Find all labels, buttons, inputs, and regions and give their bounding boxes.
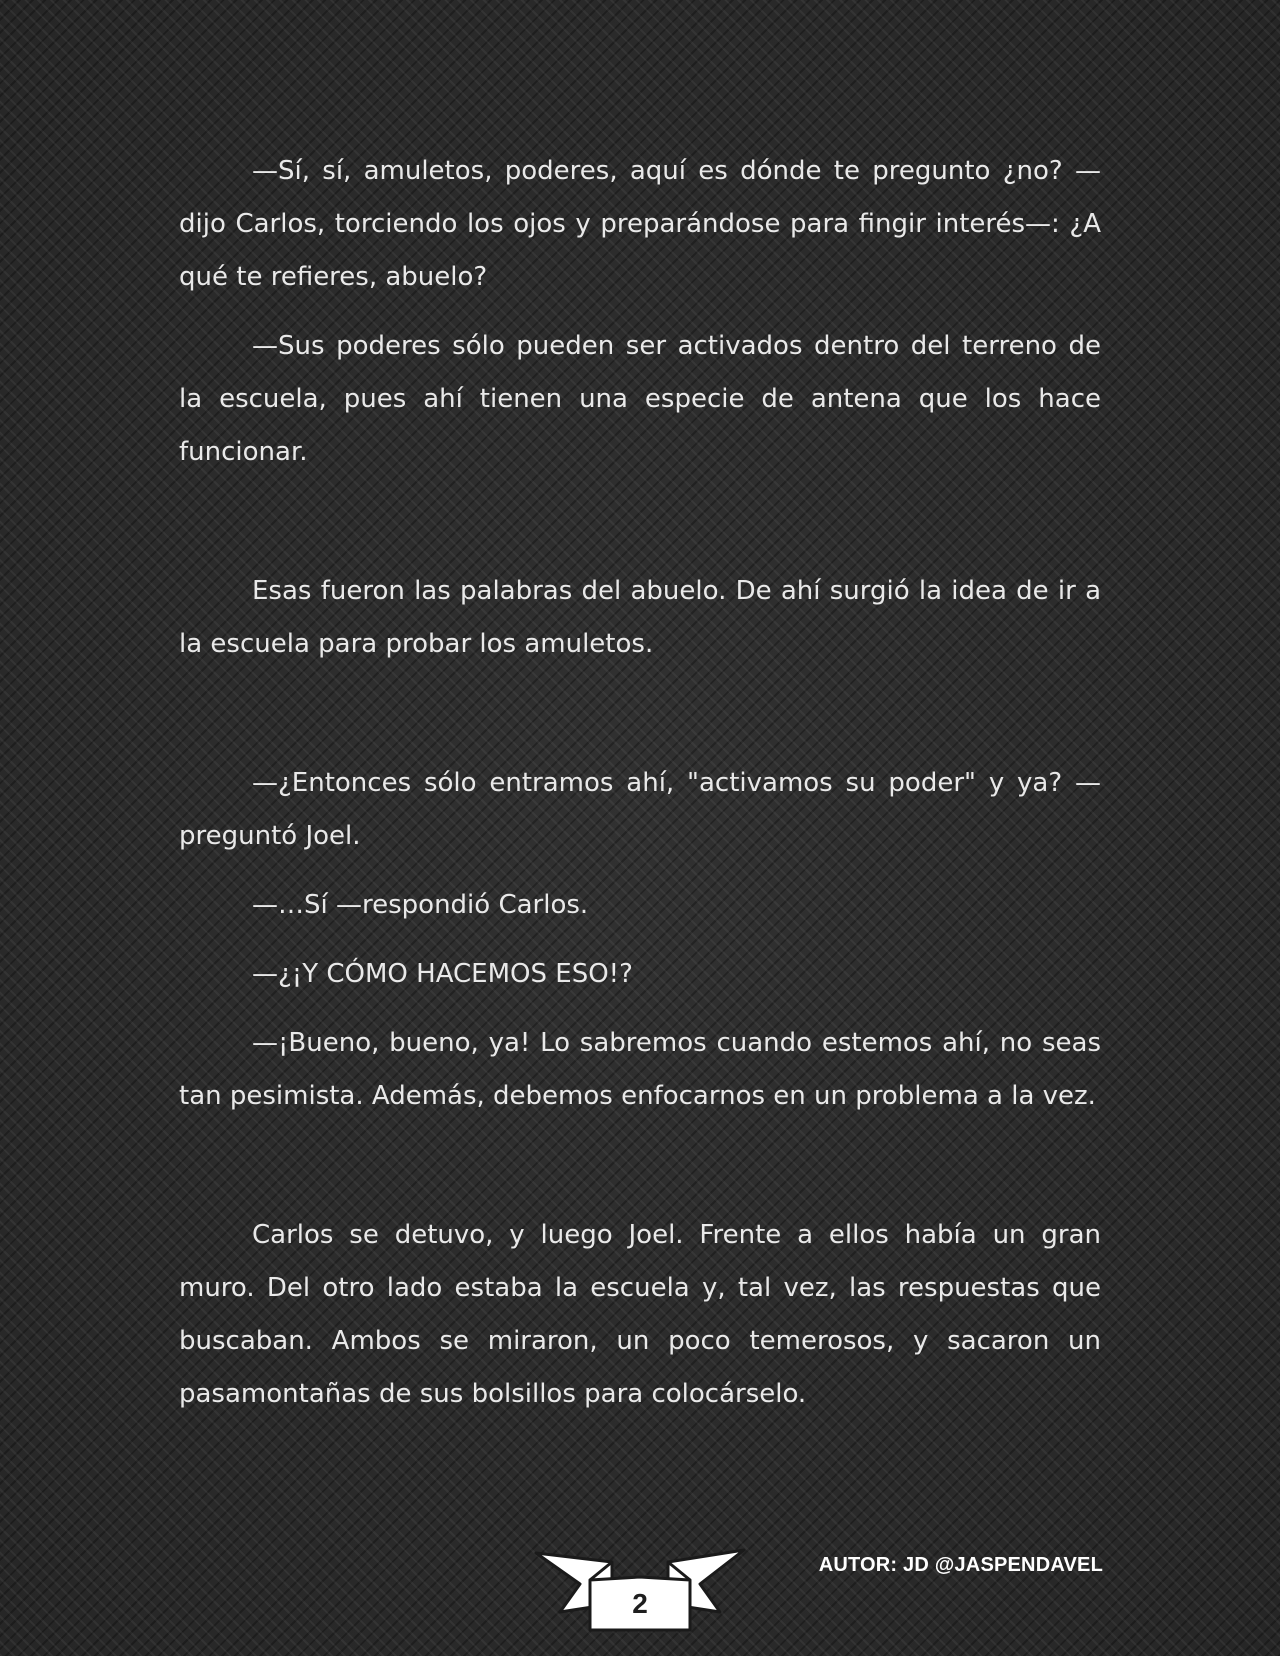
author-credit: AUTOR: JD @JASPENDAVEL: [818, 1554, 1103, 1576]
page-number: 2: [632, 1588, 648, 1619]
story-text: [179, 145, 1101, 1421]
paragraph-dialogue-abuelo-powers: —Sus poderes sólo pueden ser activados dentro del terreno de la escuela, pues ahí tienen una especie de antena que los hace funcionar.: [179, 331, 1101, 467]
paragraph-dialogue-joel-question: —¿Entonces sólo entramos ahí, "activamos su poder" y ya? —preguntó Joel.: [179, 768, 1101, 851]
paragraph-dialogue-carlos-answer: —…Sí —respondió Carlos.: [252, 890, 589, 920]
paragraph-narration-abuelo-words: Esas fueron las palabras del abuelo. De ahí surgió la idea de ir a la escuela para probar los amuletos.: [179, 576, 1101, 659]
paragraph-dialogue-carlos-question: —Sí, sí, amuletos, poderes, aquí es dónde te pregunto ¿no? —dijo Carlos, torciendo los ojos y preparándose para fingir interés—: ¿A qué te refieres, abuelo?: [179, 156, 1101, 292]
paragraph-dialogue-carlos-reply: —¡Bueno, bueno, ya! Lo sabremos cuando estemos ahí, no seas tan pesimista. Además, debemos enfocarnos en un problema a la vez.: [179, 1028, 1101, 1111]
paragraph-narration-wall: Carlos se detuvo, y luego Joel. Frente a ellos había un gran muro. Del otro lado estaba la escuela y, tal vez, las respuestas que buscaban. Ambos se miraron, un poco temerosos, y sacaron un pasamontañas de sus bolsillos para colocárselo.: [179, 1220, 1101, 1409]
paragraph-dialogue-joel-shout: —¿¡Y CÓMO HACEMOS ESO!?: [252, 959, 633, 989]
